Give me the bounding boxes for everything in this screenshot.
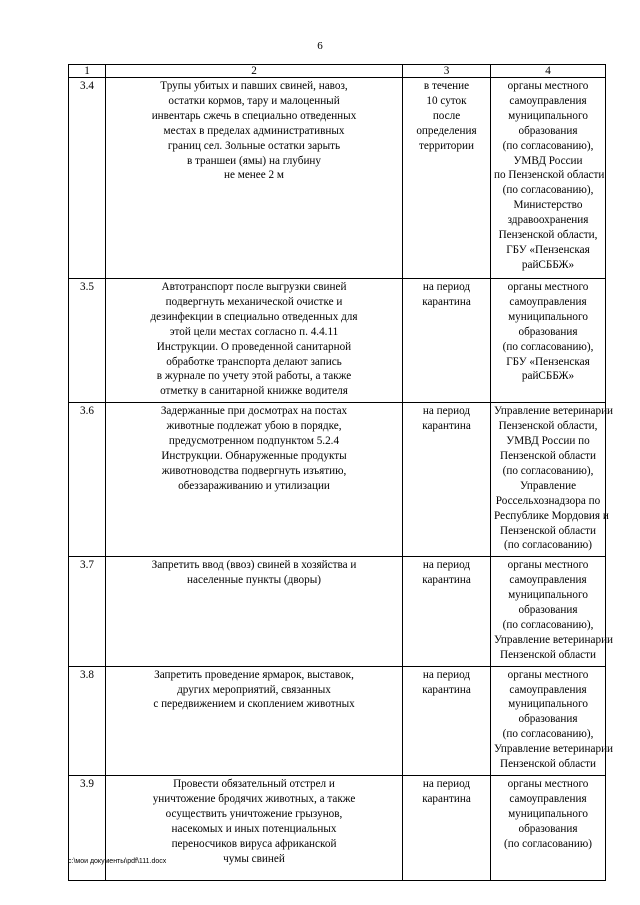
table-row bbox=[69, 403, 606, 557]
responsible-cell-line: ГБУ «Пензенская bbox=[506, 355, 590, 368]
responsible-cell-line: органы местного bbox=[507, 778, 589, 790]
action-cell-line: Трупы убитых и павших свиней, навоз, bbox=[160, 80, 348, 92]
responsible-cell bbox=[491, 557, 614, 666]
measures-table bbox=[68, 64, 614, 881]
responsible-cell-line: органы местного bbox=[507, 80, 589, 92]
action-cell-line: местах в пределах административных bbox=[163, 124, 345, 137]
action-cell bbox=[106, 666, 403, 775]
action-cell-line: Запретить ввод (ввоз) свиней в хозяйства и bbox=[151, 559, 357, 572]
responsible-cell-line: самоуправления bbox=[509, 792, 587, 805]
action-cell-line: уничтожение бродячих животных, а также bbox=[152, 792, 356, 805]
deadline-cell-line: карантина bbox=[422, 420, 471, 433]
deadline-cell-line: после bbox=[432, 109, 461, 122]
column-number-row bbox=[69, 65, 606, 78]
responsible-cell bbox=[491, 776, 606, 881]
responsible-cell-line: самоуправления bbox=[509, 574, 587, 587]
responsible-cell-line: Управление ветеринарии bbox=[494, 633, 614, 646]
responsible-cell-line: образования bbox=[518, 604, 578, 617]
responsible-cell-line: образования bbox=[518, 713, 578, 726]
responsible-cell-line: Пензенской области, bbox=[498, 229, 598, 242]
responsible-cell-line: Пензенской области bbox=[499, 758, 596, 771]
responsible-cell-line: Министерство bbox=[513, 199, 583, 212]
action-cell-line: переносчиков вируса африканской bbox=[171, 837, 337, 850]
responsible-cell bbox=[491, 78, 606, 279]
action-cell-line: Запретить проведение ярмарок, выставок, bbox=[154, 668, 354, 681]
responsible-cell-line: Республике Мордовия и bbox=[494, 509, 609, 522]
responsible-cell-line: самоуправления bbox=[509, 295, 587, 308]
responsible-cell-line: органы местного bbox=[507, 559, 589, 572]
deadline-cell bbox=[403, 78, 491, 279]
item-number-cell: 3.4 bbox=[69, 78, 106, 279]
file-path-footer: c:\мои документы\pdf\111.docx bbox=[68, 858, 167, 865]
responsible-cell-line: образования bbox=[518, 124, 578, 137]
action-cell-line: животные подлежат убою в порядке, bbox=[166, 420, 342, 433]
deadline-cell-line: карантина bbox=[422, 574, 471, 587]
deadline-cell bbox=[403, 666, 491, 775]
responsible-cell-line: Россельхознадзора по bbox=[495, 494, 601, 507]
responsible-cell-line: самоуправления bbox=[509, 683, 587, 696]
table-row bbox=[69, 666, 606, 775]
action-cell-line: границ сел. Зольные остатки зарыть bbox=[167, 139, 341, 152]
responsible-cell bbox=[491, 279, 606, 403]
responsible-cell-line: органы местного bbox=[507, 668, 589, 681]
responsible-cell-line: Пензенской области, bbox=[498, 420, 598, 433]
responsible-cell bbox=[491, 666, 614, 775]
deadline-cell bbox=[403, 279, 491, 403]
responsible-cell-line: Пензенской области bbox=[499, 449, 596, 462]
action-cell-line: в траншеи (ямы) на глубину bbox=[186, 154, 322, 167]
action-cell-line: животноводства подвергнуть изъятию, bbox=[161, 464, 347, 477]
deadline-cell-line: на период bbox=[422, 559, 471, 572]
responsible-cell-line: (по согласованию), bbox=[502, 139, 594, 152]
table-row bbox=[69, 78, 606, 279]
item-number-cell: 3.5 bbox=[69, 279, 106, 403]
table-row bbox=[69, 279, 606, 403]
action-cell-line: дезинфекции в специально отведенных для bbox=[150, 310, 358, 323]
page-number: 6 bbox=[317, 40, 323, 52]
responsible-cell-line: УМВД России bbox=[513, 154, 583, 167]
responsible-cell-line: образования bbox=[518, 325, 578, 338]
action-cell-line: инвентарь сжечь в специально отведенных bbox=[151, 109, 357, 122]
responsible-cell-line: (по согласованию) bbox=[504, 539, 592, 552]
item-number-cell: 3.8 bbox=[69, 666, 106, 775]
action-cell-line: Автотранспорт после выгрузки свиней bbox=[161, 281, 347, 293]
column-number-cell: 2 bbox=[106, 65, 403, 78]
responsible-cell-line: органы местного bbox=[507, 281, 589, 293]
responsible-cell-line: (по согласованию), bbox=[502, 618, 594, 631]
table-row bbox=[69, 557, 606, 666]
deadline-cell-line: на период bbox=[422, 668, 471, 681]
action-cell-line: в журнале по учету этой работы, а также bbox=[156, 370, 352, 383]
action-cell-line: других мероприятий, связанных bbox=[177, 683, 331, 696]
item-number-cell: 3.7 bbox=[69, 557, 106, 666]
action-cell-line: населенные пункты (дворы) bbox=[187, 574, 321, 587]
responsible-cell-line: муниципального bbox=[508, 698, 588, 711]
column-number-cell: 4 bbox=[491, 65, 606, 78]
responsible-cell-line: образования bbox=[518, 822, 578, 835]
action-cell-line: осуществить уничтожение грызунов, bbox=[165, 807, 343, 820]
responsible-cell-line: (по согласованию) bbox=[504, 837, 592, 850]
responsible-cell-line: (по согласованию), bbox=[502, 184, 594, 197]
responsible-cell-line: ГБУ «Пензенская bbox=[506, 243, 590, 256]
deadline-cell-line: на период bbox=[422, 405, 471, 418]
responsible-cell-line: Управление ветеринарии bbox=[494, 743, 614, 756]
action-cell bbox=[106, 557, 403, 666]
action-cell-line: Задержанные при досмотрах на постах bbox=[160, 405, 348, 418]
responsible-cell-line: Управление ветеринарии bbox=[494, 405, 614, 418]
action-cell bbox=[106, 78, 403, 279]
column-number-cell: 3 bbox=[403, 65, 491, 78]
column-number-cell: 1 bbox=[69, 65, 106, 78]
deadline-cell-line: определения bbox=[416, 124, 477, 137]
responsible-cell-line: здравоохранения bbox=[507, 214, 589, 227]
responsible-cell-line: муниципального bbox=[508, 807, 588, 820]
deadline-cell-line: в течение bbox=[423, 80, 470, 92]
measures-table-body bbox=[69, 65, 614, 881]
deadline-cell-line: карантина bbox=[422, 683, 471, 696]
deadline-cell-line: 10 суток bbox=[426, 94, 467, 107]
action-cell bbox=[106, 403, 403, 557]
action-cell-line: насекомых и иных потенциальных bbox=[171, 822, 337, 835]
responsible-cell-line: (по согласованию), bbox=[502, 728, 594, 741]
action-cell-line: обеззараживанию и утилизации bbox=[178, 479, 330, 492]
item-number-cell: 3.6 bbox=[69, 403, 106, 557]
responsible-cell-line: (по согласованию), bbox=[502, 340, 594, 353]
item-number-cell: 3.9 bbox=[69, 776, 106, 881]
action-cell-line: отметку в санитарной книжке водителя bbox=[160, 385, 348, 398]
deadline-cell-line: на период bbox=[422, 281, 471, 293]
action-cell-line: остатки кормов, тару и малоценный bbox=[168, 94, 340, 107]
action-cell-line: этой цели местах согласно п. 4.4.11 bbox=[169, 325, 339, 338]
deadline-cell-line: территории bbox=[419, 139, 474, 152]
action-cell-line: Провести обязательный отстрел и bbox=[173, 778, 335, 790]
deadline-cell bbox=[403, 403, 491, 557]
action-cell-line: с передвижением и скоплением животных bbox=[153, 698, 355, 711]
responsible-cell-line: Пензенской области bbox=[499, 524, 596, 537]
action-cell-line: чумы свиней bbox=[223, 852, 285, 865]
deadline-cell bbox=[403, 557, 491, 666]
responsible-cell-line: райСББЖ» bbox=[521, 370, 575, 383]
action-cell-line: Инструкции. О проведенной санитарной bbox=[156, 340, 352, 353]
action-cell-line: обработке транспорта делают запись bbox=[166, 355, 342, 368]
deadline-cell-line: карантина bbox=[422, 295, 471, 308]
responsible-cell-line: по Пензенской области bbox=[494, 169, 605, 182]
responsible-cell-line: муниципального bbox=[508, 589, 588, 602]
action-cell-line: подвергнуть механической очистке и bbox=[165, 295, 343, 308]
responsible-cell-line: муниципального bbox=[508, 109, 588, 122]
responsible-cell-line: Управление bbox=[519, 479, 577, 492]
responsible-cell-line: УМВД России по bbox=[506, 435, 590, 448]
responsible-cell-line: (по согласованию), bbox=[502, 464, 594, 477]
action-cell-line: Инструкции. Обнаруженные продукты bbox=[161, 449, 347, 462]
action-cell-line: не менее 2 м bbox=[224, 169, 284, 182]
responsible-cell-line: муниципального bbox=[508, 310, 588, 323]
deadline-cell bbox=[403, 776, 491, 881]
responsible-cell-line: райСББЖ» bbox=[521, 258, 575, 271]
responsible-cell-line: Пензенской области bbox=[499, 648, 596, 661]
responsible-cell bbox=[491, 403, 614, 557]
action-cell bbox=[106, 279, 403, 403]
action-cell-line: предусмотренном подпунктом 5.2.4 bbox=[168, 435, 340, 448]
responsible-cell-line: самоуправления bbox=[509, 94, 587, 107]
deadline-cell-line: на период bbox=[422, 778, 471, 790]
deadline-cell-line: карантина bbox=[422, 792, 471, 805]
